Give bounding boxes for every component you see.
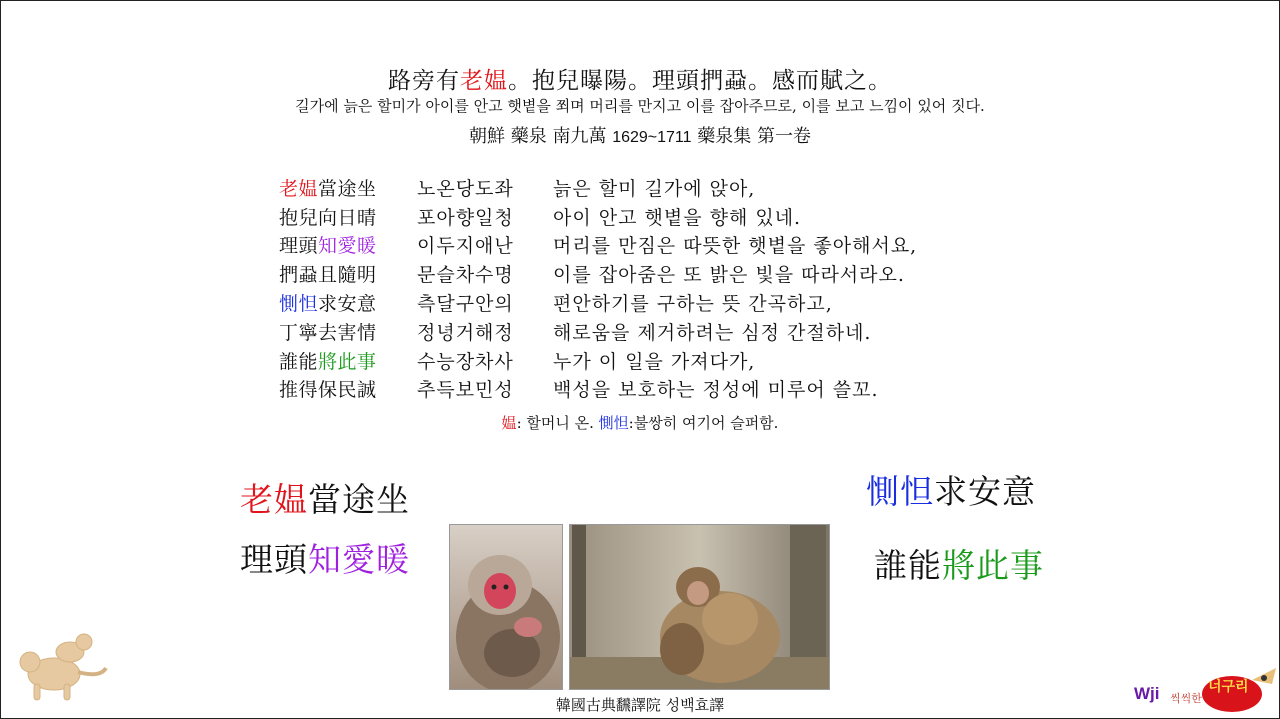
poem-translation: 아이 안고 햇볕을 향해 있네. xyxy=(553,206,802,229)
poem-table xyxy=(279,173,917,403)
poem-translation: 편안하기를 구하는 뜻 간곡하고, xyxy=(553,293,833,316)
glossary-definition: : 할머니 온. xyxy=(516,414,599,432)
poem-hanja: 理頭知愛暖 xyxy=(279,235,377,258)
brand-small-text: 씩씩한 xyxy=(1170,692,1202,705)
glossary-definition: :불쌍히 여기어 슬퍼함. xyxy=(628,414,779,432)
poem-line xyxy=(279,259,917,288)
author-line xyxy=(0,122,1280,148)
page-title xyxy=(0,62,1280,95)
wji-logo-icon: Wji xyxy=(1134,684,1160,703)
author-years: 1629~1711 xyxy=(612,129,692,146)
title-part-1: 路旁有 xyxy=(388,68,460,94)
monkey-photo-1 xyxy=(449,524,563,690)
highlight-phrase: 誰能將此事 xyxy=(874,546,1044,585)
poem-line xyxy=(279,288,917,317)
poem-hanja: 丁寧去害情 xyxy=(279,321,377,344)
monkey-logo-icon xyxy=(14,628,114,704)
poem-reading: 포아향일청 xyxy=(417,206,514,229)
poem-line xyxy=(279,231,917,260)
monkey-photo-2 xyxy=(569,524,830,690)
poem-reading: 추득보민성 xyxy=(417,379,514,402)
glossary-term: 媪 xyxy=(501,414,517,432)
poem-translation: 백성을 보호하는 정성에 미루어 쓸꼬. xyxy=(553,379,879,402)
poem-line xyxy=(279,202,917,231)
page-subtitle: 길가에 늙은 할미가 아이를 안고 햇볕을 쬐며 머리를 만지고 이를 잡아주므로, 이를 보고 느낌이 있어 짓다. xyxy=(295,97,985,115)
glossary-note xyxy=(0,412,1280,433)
highlight-phrase: 老媪當途坐 xyxy=(240,480,410,519)
poem-reading: 이두지애난 xyxy=(417,235,514,258)
poem-translation: 늙은 할미 길가에 앉아, xyxy=(553,177,756,200)
poem-line xyxy=(279,317,917,346)
poem-hanja: 捫蝨且隨明 xyxy=(279,264,377,287)
poem-reading: 측달구안의 xyxy=(417,293,514,316)
glossary-term: 惻怛 xyxy=(598,414,629,432)
poem-translation: 해로움을 제거하려는 심정 간절하네. xyxy=(553,321,872,344)
poem-reading: 노온당도좌 xyxy=(417,177,514,200)
brand-logo xyxy=(1132,662,1278,714)
poem-hanja: 惻怛求安意 xyxy=(279,293,377,316)
poem-reading: 수능장차사 xyxy=(417,350,514,373)
title-highlight: 老媪 xyxy=(460,68,508,94)
poem-hanja: 老媪當途坐 xyxy=(279,177,377,200)
poem-translation: 누가 이 일을 가져다가, xyxy=(553,350,756,373)
brand-badge-text: 너구리 xyxy=(1208,678,1249,694)
title-part-3: 。抱兒曝陽。理頭捫蝨。感而賦之。 xyxy=(508,68,892,94)
author-name: 朝鮮 藥泉 南九萬 xyxy=(469,126,607,147)
highlight-phrase: 惻怛求安意 xyxy=(866,472,1036,511)
poem-translation: 머리를 만짐은 따뜻한 햇볕을 좋아해서요, xyxy=(553,235,918,258)
poem-hanja: 推得保民誠 xyxy=(279,379,377,402)
poem-hanja: 抱兒向日晴 xyxy=(279,206,377,229)
poem-reading: 정녕거해정 xyxy=(417,321,514,344)
poem-reading: 문슬차수명 xyxy=(417,264,514,287)
author-book: 藥泉集 第一卷 xyxy=(697,126,811,147)
translation-credit: 韓國古典飜譯院 성백효譯 xyxy=(555,696,725,714)
poem-line xyxy=(279,346,917,375)
poem-translation: 이를 잡아줌은 또 밝은 빛을 따라서라오. xyxy=(553,264,905,287)
highlight-phrase: 理頭知愛暖 xyxy=(240,540,410,579)
poem-line xyxy=(279,375,917,404)
poem-hanja: 誰能將此事 xyxy=(279,350,377,373)
poem-line xyxy=(279,173,917,202)
